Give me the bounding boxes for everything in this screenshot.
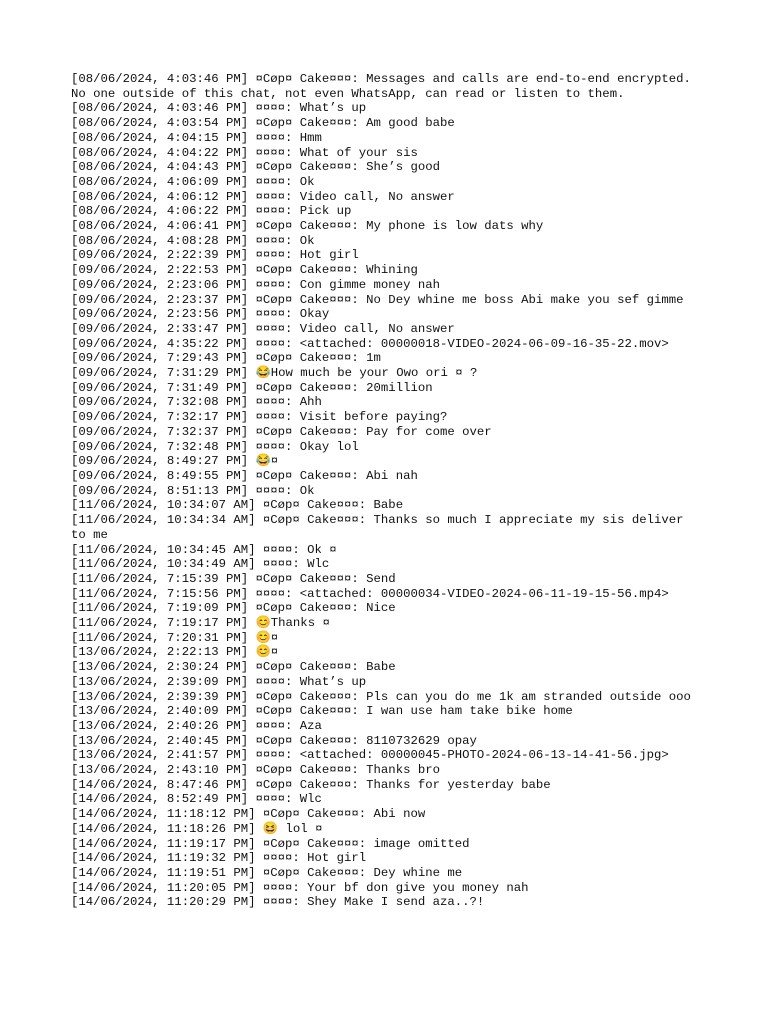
chat-line: [11/06/2024, 10:34:07 AM] ¤Cøp¤ Cake¤¤¤: Babe (71, 498, 404, 513)
chat-line: [08/06/2024, 4:04:22 PM] ¤¤¤¤: What of your sis (71, 145, 418, 160)
chat-line: [08/06/2024, 4:03:54 PM] ¤Cøp¤ Cake¤¤¤: Am good babe (71, 116, 455, 131)
chat-line: [09/06/2024, 7:31:29 PM] 😂How much be your Owo ori ¤ ? (71, 366, 478, 381)
chat-line: [09/06/2024, 7:32:08 PM] ¤¤¤¤: Ahh (71, 395, 322, 410)
chat-line: [11/06/2024, 7:15:39 PM] ¤Cøp¤ Cake¤¤¤: Send (71, 571, 396, 586)
chat-line: [13/06/2024, 2:40:09 PM] ¤Cøp¤ Cake¤¤¤: I wan use ham take bike home (71, 704, 573, 719)
chat-line: [08/06/2024, 4:04:43 PM] ¤Cøp¤ Cake¤¤¤: She’s good (71, 160, 440, 175)
chat-line: [09/06/2024, 4:35:22 PM] ¤¤¤¤: <attached: 00000018-VIDEO-2024-06-09-16-35-22.mov> (71, 336, 669, 351)
chat-line: [13/06/2024, 2:41:57 PM] ¤¤¤¤: <attached: 00000045-PHOTO-2024-06-13-14-41-56.jpg> (71, 748, 669, 763)
chat-line: [13/06/2024, 2:40:26 PM] ¤¤¤¤: Aza (71, 718, 322, 733)
chat-transcript (71, 72, 699, 910)
chat-line: [09/06/2024, 2:23:06 PM] ¤¤¤¤: Con gimme money nah (71, 277, 440, 292)
chat-line: [09/06/2024, 8:49:27 PM] 😂¤ (71, 454, 279, 469)
chat-line: [13/06/2024, 2:22:13 PM] 😊¤ (71, 645, 279, 660)
chat-line: [11/06/2024, 7:19:17 PM] 😊Thanks ¤ (71, 616, 330, 631)
chat-line: [08/06/2024, 4:06:22 PM] ¤¤¤¤: Pick up (71, 204, 352, 219)
chat-line: [09/06/2024, 7:31:49 PM] ¤Cøp¤ Cake¤¤¤: 20million (71, 380, 433, 395)
chat-line: [14/06/2024, 11:20:29 PM] ¤¤¤¤: Shey Make I send aza..?! (71, 895, 485, 910)
chat-line: [13/06/2024, 2:40:45 PM] ¤Cøp¤ Cake¤¤¤: 8110732629 opay (71, 733, 477, 748)
chat-line: [14/06/2024, 11:18:26 PM] 😆 lol ¤ (71, 821, 323, 836)
chat-line: [09/06/2024, 2:23:37 PM] ¤Cøp¤ Cake¤¤¤: No Dey whine me boss Abi make you sef gimme (71, 292, 684, 307)
chat-line: [14/06/2024, 11:20:05 PM] ¤¤¤¤: Your bf don give you money nah (71, 880, 529, 895)
chat-line: [11/06/2024, 10:34:49 AM] ¤¤¤¤: Wlc (71, 557, 330, 572)
chat-line: [09/06/2024, 7:29:43 PM] ¤Cøp¤ Cake¤¤¤: 1m (71, 351, 381, 366)
chat-line: [09/06/2024, 7:32:17 PM] ¤¤¤¤: Visit before paying? (71, 410, 448, 425)
chat-line: [13/06/2024, 2:39:39 PM] ¤Cøp¤ Cake¤¤¤: Pls can you do me 1k am stranded outside ooo (71, 689, 691, 704)
chat-line: [08/06/2024, 4:03:46 PM] ¤¤¤¤: What’s up (71, 101, 367, 116)
chat-line: [14/06/2024, 8:52:49 PM] ¤¤¤¤: Wlc (71, 792, 322, 807)
chat-line: [09/06/2024, 2:22:39 PM] ¤¤¤¤: Hot girl (71, 248, 359, 263)
chat-line: [08/06/2024, 4:03:46 PM] ¤Cøp¤ Cake¤¤¤: Messages and calls are end-to-end encrypted. No one outside of this chat, not even WhatsApp, can read or listen to them. (71, 72, 699, 101)
chat-line: [09/06/2024, 7:32:48 PM] ¤¤¤¤: Okay lol (71, 439, 359, 454)
chat-line: [13/06/2024, 2:30:24 PM] ¤Cøp¤ Cake¤¤¤: Babe (71, 660, 396, 675)
chat-line: [08/06/2024, 4:06:12 PM] ¤¤¤¤: Video call, No answer (71, 189, 455, 204)
chat-line: [08/06/2024, 4:08:28 PM] ¤¤¤¤: Ok (71, 233, 315, 248)
chat-line: [11/06/2024, 10:34:45 AM] ¤¤¤¤: Ok ¤ (71, 542, 337, 557)
chat-line: [14/06/2024, 11:19:32 PM] ¤¤¤¤: Hot girl (71, 851, 367, 866)
chat-line: [09/06/2024, 2:33:47 PM] ¤¤¤¤: Video call, No answer (71, 321, 455, 336)
chat-line: [08/06/2024, 4:04:15 PM] ¤¤¤¤: Hmm (71, 130, 322, 145)
chat-line: [11/06/2024, 7:15:56 PM] ¤¤¤¤: <attached: 00000034-VIDEO-2024-06-11-19-15-56.mp4> (71, 586, 669, 601)
chat-line: [08/06/2024, 4:06:09 PM] ¤¤¤¤: Ok (71, 174, 315, 189)
chat-line: [11/06/2024, 7:20:31 PM] 😊¤ (71, 630, 279, 645)
chat-line: [09/06/2024, 8:51:13 PM] ¤¤¤¤: Ok (71, 483, 315, 498)
chat-line: [13/06/2024, 2:39:09 PM] ¤¤¤¤: What’s up (71, 674, 367, 689)
chat-line: [14/06/2024, 11:19:17 PM] ¤Cøp¤ Cake¤¤¤: image omitted (71, 836, 470, 851)
chat-line: [11/06/2024, 7:19:09 PM] ¤Cøp¤ Cake¤¤¤: Nice (71, 601, 396, 616)
chat-line: [14/06/2024, 11:18:12 PM] ¤Cøp¤ Cake¤¤¤: Abi now (71, 807, 426, 822)
chat-line: [08/06/2024, 4:06:41 PM] ¤Cøp¤ Cake¤¤¤: My phone is low dats why (71, 219, 544, 234)
chat-line: [09/06/2024, 7:32:37 PM] ¤Cøp¤ Cake¤¤¤: Pay for come over (71, 424, 492, 439)
chat-line: [14/06/2024, 11:19:51 PM] ¤Cøp¤ Cake¤¤¤: Dey whine me (71, 865, 463, 880)
chat-line: [09/06/2024, 2:23:56 PM] ¤¤¤¤: Okay (71, 307, 330, 322)
chat-line: [14/06/2024, 8:47:46 PM] ¤Cøp¤ Cake¤¤¤: Thanks for yesterday babe (71, 777, 551, 792)
chat-line: [09/06/2024, 8:49:55 PM] ¤Cøp¤ Cake¤¤¤: Abi nah (71, 468, 418, 483)
chat-line: [09/06/2024, 2:22:53 PM] ¤Cøp¤ Cake¤¤¤: Whining (71, 263, 418, 278)
chat-line: [11/06/2024, 10:34:34 AM] ¤Cøp¤ Cake¤¤¤: Thanks so much I appreciate my sis deliver to me (71, 513, 691, 542)
chat-line: [13/06/2024, 2:43:10 PM] ¤Cøp¤ Cake¤¤¤: Thanks bro (71, 763, 440, 778)
